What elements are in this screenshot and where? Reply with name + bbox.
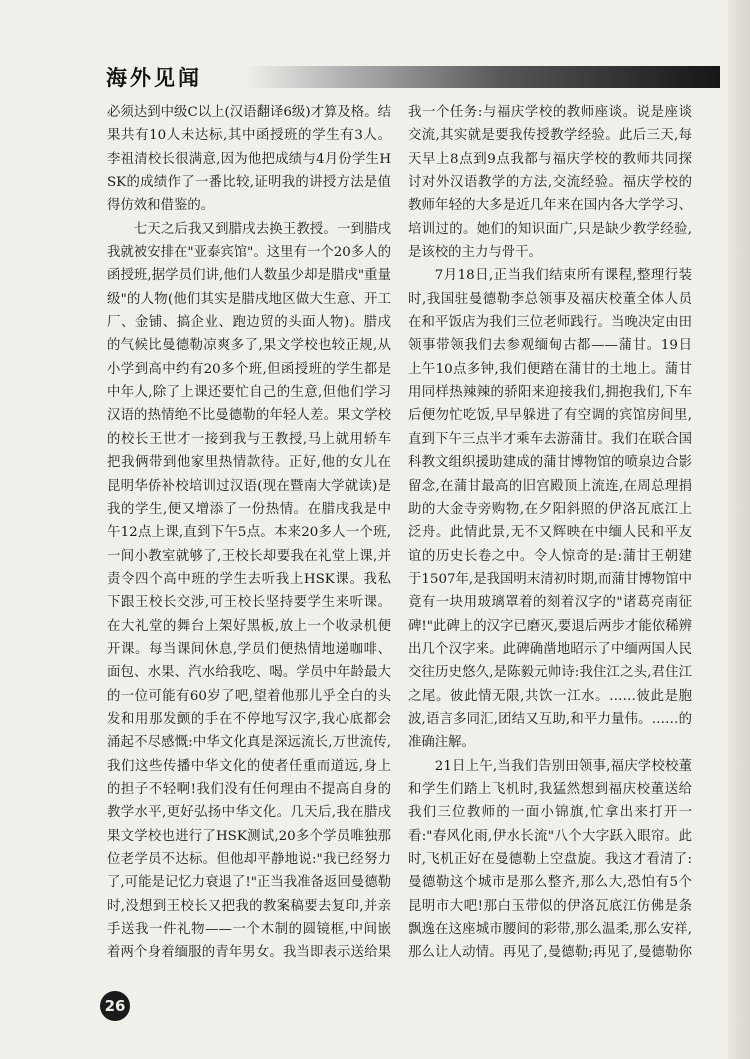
right-column [408, 101, 692, 961]
page-edge-shadow [728, 0, 750, 1059]
paragraph: 7月18日,正当我们结束所有课程,整理行装时,我国驻曼德勒李总领事及福庆校董全体人员在和平饭店为我们三位老师践行。当晚决定由田领事带领我们去参观缅甸古都——蒲甘。19日上午10点多钟,我们便踏在蒲甘的土地上。蒲甘用同样热辣辣的骄阳来迎接我们,拥抱我们,下车后便勿忙吃饭,早早躲进了有空调的宾馆房间里,直到下午三点半才乘车去游蒲甘。我们在联合国科教文组织援助建成的蒲甘博物馆的喷泉边合影留念,在蒲甘最高的旧宫殿顶上流连,在周总理捐助的大金寺旁购物,在夕阳斜照的伊洛瓦底江上泛舟。此情此景,无不又辉映在中缅人民和平友谊的历史长卷之中。令人惊奇的是:蒲甘王朝建于1507年,是我国明末清初时期,而蒲甘博物馆中竟有一块用玻璃罩着的刻着汉字的"诸葛亮南征碑!"此碑上的汉字已磨灭,要退后两步才能依稀辨出几个汉字来。此碑确凿地昭示了中缅两国人民交往历史悠久,是陈毅元帅诗:我住江之头,君住江之尾。彼此情无限,共饮一江水。……彼此是胞波,语言多同汇,团结又互助,和平力量伟。……的准确注解。 [408, 268, 692, 751]
section-title: 海外见闻 [106, 66, 202, 90]
paragraph: 我一个任务:与福庆学校的教师座谈。说是座谈交流,其实就是要我传授教学经验。此后三天,每天早上8点到9点我都与福庆学校的教师共同探讨对外汉语教学的方法,交流经验。福庆学校的教师年轻的大多是近几年来在国内各大学学习、培训过的。她们的知识面广,只是缺少教学经验,是该校的主力与骨干。 [408, 105, 692, 261]
header-gradient-bar [246, 66, 720, 88]
paragraph: 七天之后我又到腊戌去换王教授。一到腊戌我就被安排在"亚泰宾馆"。这里有一个20多人的函授班,据学员们讲,他们人数虽少却是腊戌"重量级"的人物(他们其实是腊戌地区做大生意、开工厂、金铺、搞企业、跑边贸的头面人物)。腊戌的气候比曼德勒凉爽多了,果文学校也较正规,从小学到高中约有20多个班,但函授班的学生都是中年人,除了上课还要忙自己的生意,但他们学习汉语的热情绝不比曼德勒的年轻人差。果文学校的校长王世才一接到我与王教授,马上就用轿车把我俩带到他家里热情款待。正好,他的女儿在昆明华侨补校培训过汉语(现在暨南大学就读)是我的学生,便又增添了一份热情。在腊戌我是中午12点上课,直到下午5点。本来20多人一个班,一间小教室就够了,王校长却要我在礼堂上课,并责令四个高中班的学生去听我上HSK课。我私下跟王校长交涉,可王校长坚持要学生来听课。在大礼堂的舞台上架好黑板,放上一个收录机便开课。每当课间休息,学员们便热情地递咖啡、面包、水果、汽水给我吃、喝。学员中年龄最大的一位可能有60岁了吧,望着他那儿乎全白的头发和用那发颤的手在不停地写汉字,我心底都会涌起不尽感慨:中华文化真是深远流长,万世流传,我们这些传播中华文化的使者任重而道远,身上的担子不轻啊!我们没有任何理由不提高自身的教学水平,更好弘扬中华文化。几天后,我在腊戌果文学校也进行了HSK测试,20多个学员唯独那位老学员不达标。但他却平静地说:"我已经努力了,可能是记忆力衰退了!"正当我准备返回曼德勒时,没想到王校长又把我的教案稿要去复印,并亲手送我一件礼物——一个木制的圆镜框,中间嵌着两个身着缅服的青年男女。我当即表示送给果 [107, 221, 391, 961]
page-number: 26 [100, 991, 130, 1021]
section-header [86, 60, 720, 94]
paragraph: 必须达到中级C以上(汉语翻译6级)才算及格。结果共有10人未达标,其中函授班的学生有3人。李祖清校长很满意,因为他把成绩与4月份学生HSK的成绩作了一番比较,证明我的讲授方法是值得仿效和借鉴的。 [107, 105, 391, 214]
article-body [107, 101, 692, 961]
paragraph: 21日上午,当我们告别田领事,福庆学校校董和学生们踏上飞机时,我猛然想到福庆校董送给我们三位教师的一面小锦旗,忙拿出来打开一看:"春风化雨,伊水长流"八个大字跃入眼帘。此时,飞机正好在曼德勒上空盘旋。我这才看清了:曼德勒这个城市是那么整齐,那么大,恐怕有5个昆明市大吧!那白玉带似的伊洛瓦底江仿佛是条飘逸在这座城市腰间的彩带,那么温柔,那么安祥,那么让人动情。再见了,曼德勒;再见了,曼德勒你 [408, 758, 692, 961]
left-column [107, 101, 391, 961]
